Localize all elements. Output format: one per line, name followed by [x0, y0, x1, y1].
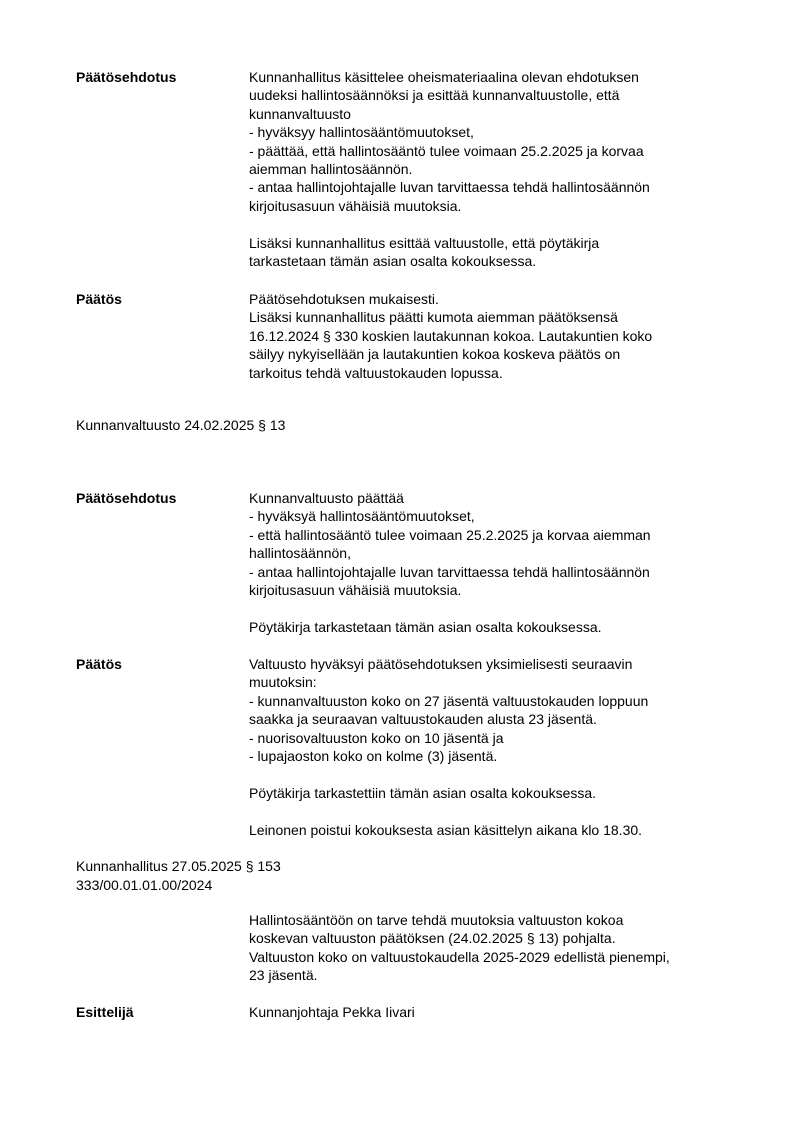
text-line: kirjoitusasuun vähäisiä muutoksia. [249, 582, 462, 599]
section-content [249, 290, 736, 382]
section-label: Päätösehdotus [76, 490, 177, 506]
text-line: Pöytäkirja tarkastettiin tämän asian osalta kokouksessa. [249, 784, 597, 801]
text-line: kunnanvaltuusto [249, 105, 351, 122]
record-number: 333/00.01.01.00/2024 [76, 877, 213, 893]
text-line: - hyväksyä hallintosääntömuutokset, [249, 508, 475, 525]
text-line: Valtuusto hyväksyi päätösehdotuksen yksimielisesti seuraavin [249, 656, 633, 672]
text-line: Valtuuston koko on valtuustokaudella 2025-2029 edellistä pienempi, [249, 948, 670, 965]
text-line: - antaa hallintojohtajalle luvan tarvittaessa tehdä hallintosäännön [249, 179, 650, 196]
text-line: kirjoitusasuun vähäisiä muutoksia. [249, 197, 462, 214]
text-line: hallintosäännön, [249, 545, 351, 562]
section-label: Esittelijä [76, 1004, 134, 1020]
text-line: 23 jäsentä. [249, 967, 318, 984]
text-line: Kunnanjohtaja Pekka Iivari [249, 1004, 415, 1020]
text-line: muutoksin: [249, 674, 317, 691]
blank-line [249, 215, 736, 233]
meeting-heading-kv: Kunnanvaltuusto 24.02.2025 § 13 [76, 417, 286, 433]
section-content [249, 68, 736, 270]
text-line: Leinonen poistui kokouksesta asian käsittelyn aikana klo 18.30. [249, 821, 643, 838]
text-line: koskevan valtuuston päätöksen (24.02.2025 § 13) pohjalta. [249, 930, 616, 947]
blank-line [249, 802, 736, 820]
section-content [249, 655, 736, 839]
text-line: - päättää, että hallintosääntö tulee voimaan 25.2.2025 ja korvaa [249, 142, 644, 159]
section-esittelija [76, 1003, 736, 1021]
section-background [76, 911, 736, 985]
section-paatos-kh [76, 290, 736, 382]
text-line: säilyy nykyisellään ja lautakuntien kokoa koskeva päätös on [249, 346, 621, 363]
text-line: - että hallintosääntö tulee voimaan 25.2.2025 ja korvaa aiemman [249, 526, 651, 543]
text-line: uudeksi hallintosäännöksi ja esittää kunnanvaltuustolle, että [249, 87, 620, 104]
text-line: 16.12.2024 § 330 koskien lautakunnan kokoa. Lautakuntien koko [249, 327, 653, 344]
section-label: Päätösehdotus [76, 69, 177, 85]
text-line: Kunnanvaltuusto päättää [249, 490, 404, 506]
text-line: Kunnanhallitus käsittelee oheismateriaalina olevan ehdotuksen [249, 69, 639, 85]
text-line: Päätösehdotuksen mukaisesti. [249, 291, 439, 307]
text-line: Lisäksi kunnanhallitus esittää valtuustolle, että pöytäkirja [249, 234, 600, 251]
section-paatosehdotus-kh [76, 68, 736, 270]
text-line: tarkastetaan tämän asian osalta kokouksessa. [249, 253, 537, 270]
meeting-heading-kh: Kunnanhallitus 27.05.2025 § 153 [76, 858, 281, 874]
section-label: Päätös [76, 291, 122, 307]
section-paatosehdotus-kv [76, 489, 736, 636]
text-line: - hyväksyy hallintosääntömuutokset, [249, 124, 474, 141]
section-content [249, 911, 736, 985]
text-line: Pöytäkirja tarkastetaan tämän asian osalta kokouksessa. [249, 618, 602, 635]
section-content [249, 1003, 736, 1021]
text-line: aiemman hallintosäännön. [249, 161, 413, 178]
text-line: Lisäksi kunnanhallitus päätti kumota aiemman päätöksensä [249, 309, 618, 326]
text-line: saakka ja seuraavan valtuustokauden alusta 23 jäsentä. [249, 711, 597, 728]
text-line: tarkoitus tehdä valtuustokauden lopussa. [249, 364, 503, 381]
blank-line [249, 599, 736, 617]
text-line: - kunnanvaltuuston koko on 27 jäsentä valtuustokauden loppuun [249, 692, 649, 709]
text-line: Hallintosääntöön on tarve tehdä muutoksia valtuuston kokoa [249, 912, 624, 928]
text-line: - antaa hallintojohtajalle luvan tarvittaessa tehdä hallintosäännön [249, 563, 650, 580]
blank-line [249, 765, 736, 783]
text-line: - lupajaoston koko on kolme (3) jäsentä. [249, 748, 498, 765]
section-paatos-kv [76, 655, 736, 839]
section-label: Päätös [76, 656, 122, 672]
text-line: - nuorisovaltuuston koko on 10 jäsentä ja [249, 729, 504, 746]
section-content [249, 489, 736, 636]
